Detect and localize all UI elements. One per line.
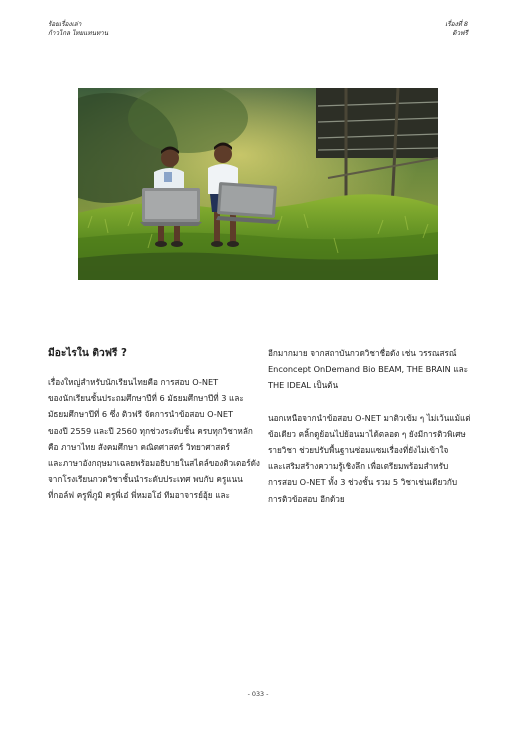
article-left-column xyxy=(48,345,260,504)
text-line: ของปี 2559 และปี 2560 ทุกช่วงระดับชั้น ครบทุกวิชาหลัก xyxy=(48,425,253,436)
text-line: จากโรงเรียนกวดวิชาชั้นนำระดับประเทศ พบกับ ครูแนน xyxy=(48,474,243,485)
story-title: ติวฟรี xyxy=(452,29,468,37)
text-line: รายวิชา ช่วยปรับพื้นฐานซ่อมแซมเรื่องที่ยังไม่เข้าใจ xyxy=(268,445,449,456)
article-paragraph-1-continued xyxy=(268,345,469,394)
running-header-left xyxy=(48,20,108,38)
text-line: และเสริมสร้างความรู้เชิงลึก เพื่อเตรียมพร้อมสำหรับ xyxy=(268,461,449,472)
text-line: เรื่องใหญ่สำหรับนักเรียนไทยคือ การสอบ O-NET xyxy=(48,377,219,387)
children-with-laptops-photo xyxy=(78,88,438,280)
text-line: นอกเหนือจากนำข้อสอบ O-NET มาติวเข้ม ๆ ไม่เว้นแม้แต่ xyxy=(268,412,471,423)
text-line: อีกมากมาย จากสถาบันกวดวิชาชื่อดัง เช่น วรรณสรณ์ xyxy=(268,348,457,358)
page-number: - 033 - xyxy=(247,690,269,698)
laptop-left xyxy=(140,188,202,226)
book-subtitle: ก้าวไกล ไทยแทนทาน xyxy=(48,29,109,37)
story-number: เรื่องที่ 8 xyxy=(445,20,468,28)
article-paragraph-2 xyxy=(268,410,471,507)
text-line: Enconcept OnDemand Bio BEAM, THE BRAIN และ xyxy=(268,364,469,375)
article-heading: มีอะไรใน ติวฟรี ? xyxy=(48,348,127,359)
book-title: ร้อยเรื่องเล่า xyxy=(48,20,82,28)
running-header-right xyxy=(445,20,468,38)
text-line: THE IDEAL เป็นต้น xyxy=(268,380,339,391)
text-line: ที่กอล์ฟ ครูพี่ภูมิ ครูพี่เอ๋ พี่หมอโอ๋ ทีมอาจารย์อุ้ย และ xyxy=(48,490,230,501)
article-paragraph-1 xyxy=(48,374,260,504)
text-line: คือ ภาษาไทย สังคมศึกษา คณิตศาสตร์ วิทยาศาสตร์ xyxy=(48,441,230,452)
text-line: ของนักเรียนชั้นประถมศึกษาปีที่ 6 มัธยมศึกษาปีที่ 3 และ xyxy=(48,393,244,404)
text-line: การติวข้อสอบ อีกด้วย xyxy=(268,493,345,504)
text-line: มัธยมศึกษาปีที่ 6 ซึ่ง ติวฟรี จัดการนำข้อสอบ O-NET xyxy=(48,409,234,420)
text-line: การสอบ O-NET ทั้ง 3 ช่วงชั้น รวม 5 วิชาเช่นเดียวกับ xyxy=(268,477,458,488)
text-line: ข้อเดียว คลิ้กดูย้อนไปย้อนมาได้ตลอด ๆ ยังมีการติวพิเศษ xyxy=(268,428,466,439)
text-line: และภาษาอังกฤษมาเฉลยพร้อมอธิบายในสไตล์ของติวเตอร์ดัง xyxy=(48,458,260,469)
article-right-column xyxy=(268,345,471,507)
